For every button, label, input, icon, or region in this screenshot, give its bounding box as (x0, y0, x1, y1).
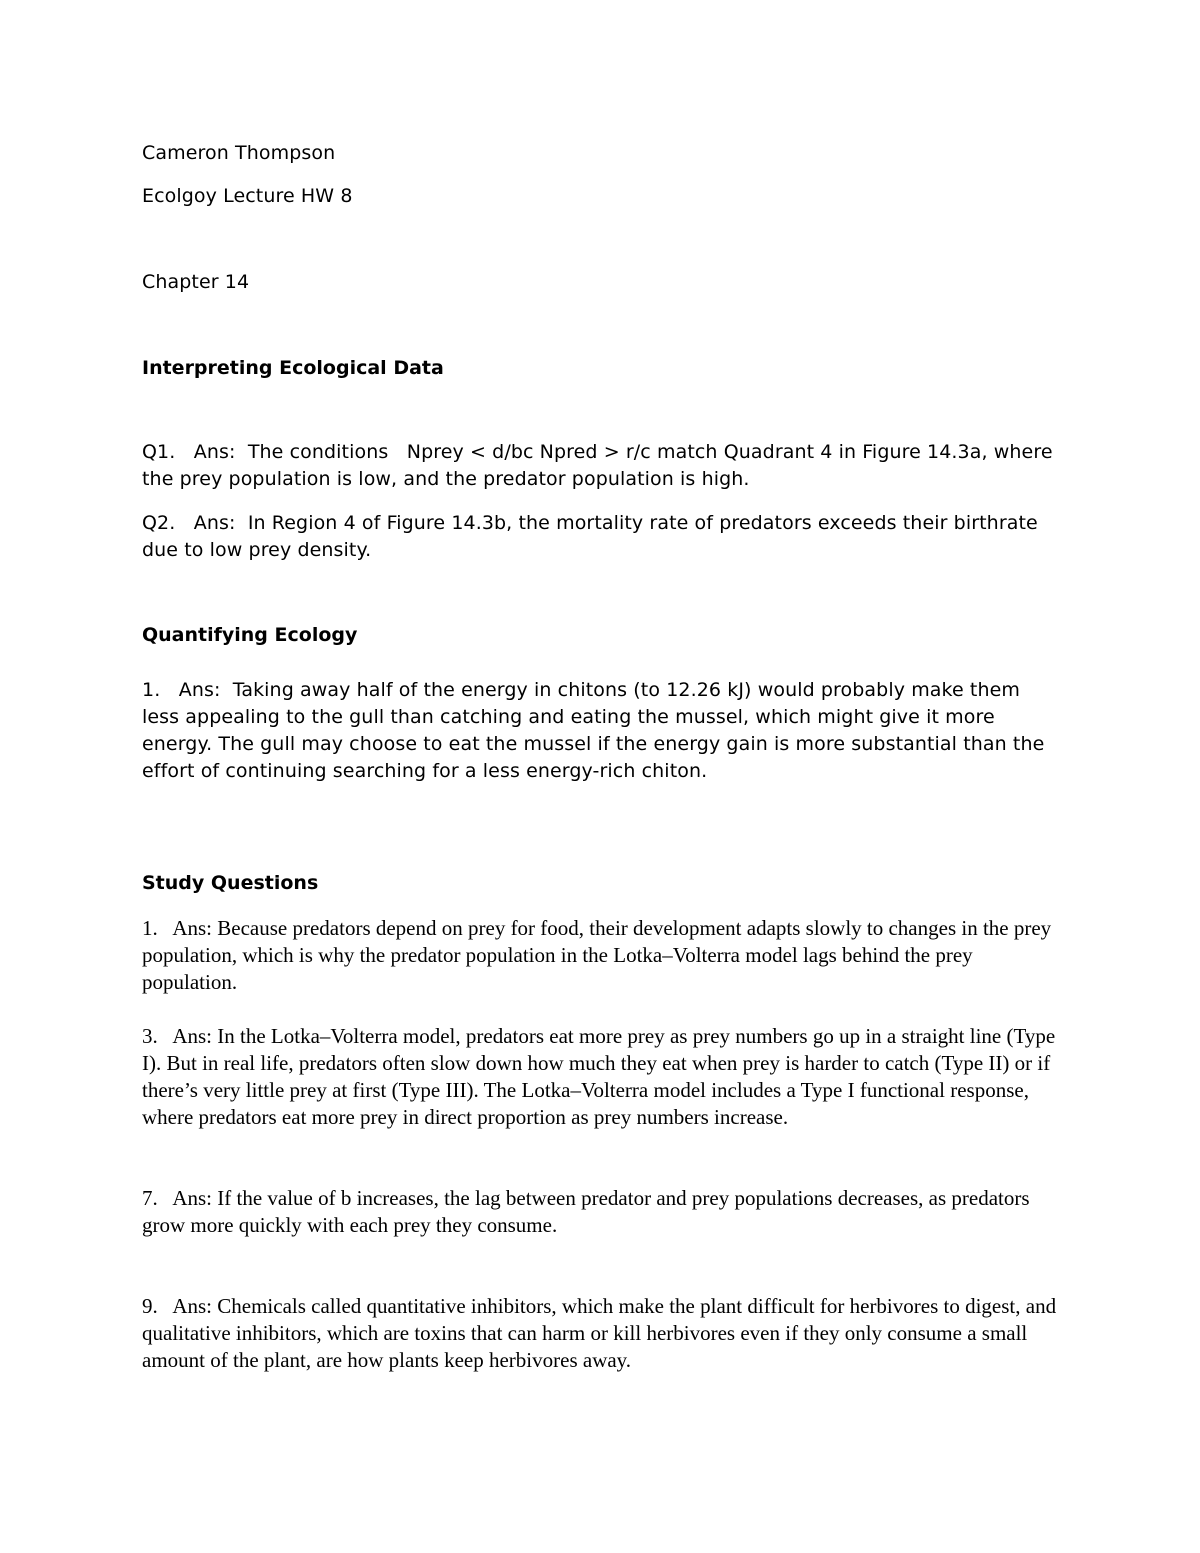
answer-study-1: 1. Ans: Because predators depend on prey for food, their development adapts slowly to changes in the prey population, which is why the predator population in the Lotka–Volterra model lags behind the prey population. (142, 916, 1057, 994)
answer-study-7: 7. Ans: If the value of b increases, the lag between predator and prey populations decreases, as predators grow more quickly with each prey they consume. (142, 1186, 1035, 1237)
section-heading-study: Study Questions (142, 872, 319, 894)
section-heading-interpreting: Interpreting Ecological Data (142, 357, 444, 379)
answer-q2: Q2. Ans: In Region 4 of Figure 14.3b, the mortality rate of predators exceeds their birthrate due to low prey density. (142, 512, 1044, 561)
answer-quantifying-1: 1. Ans: Taking away half of the energy in chitons (to 12.26 kJ) would probably make them less appealing to the gull than catching and eating the mussel, which might give it more energy. The gull may choose to eat the mussel if the energy gain is more substantial than the effort of continuing searching for a less energy-rich chiton. (142, 679, 1051, 782)
answer-study-3: 3. Ans: In the Lotka–Volterra model, predators eat more prey as prey numbers go up in a straight line (Type I). But in real life, predators often slow down how much they eat when prey is harder to catch (Type II) or if there’s very little prey at first (Type III). The Lotka–Volterra model includes a Type I functional response, where predators eat more prey in direct proportion as prey numbers increase. (142, 1024, 1061, 1129)
course-title: Ecolgoy Lecture HW 8 (142, 185, 353, 207)
chapter-label: Chapter 14 (142, 271, 250, 293)
author-name: Cameron Thompson (142, 142, 336, 164)
section-heading-quantifying: Quantifying Ecology (142, 624, 358, 646)
answer-study-9: 9. Ans: Chemicals called quantitative inhibitors, which make the plant difficult for herbivores to digest, and qualitative inhibitors, which are toxins that can harm or kill herbivores even if they only consume a small amount of the plant, are how plants keep herbivores away. (142, 1294, 1062, 1372)
answer-q1: Q1. Ans: The conditions Nprey < d/bc Npred > r/c match Quadrant 4 in Figure 14.3a, where the prey population is low, and the predator population is high. (142, 441, 1059, 490)
